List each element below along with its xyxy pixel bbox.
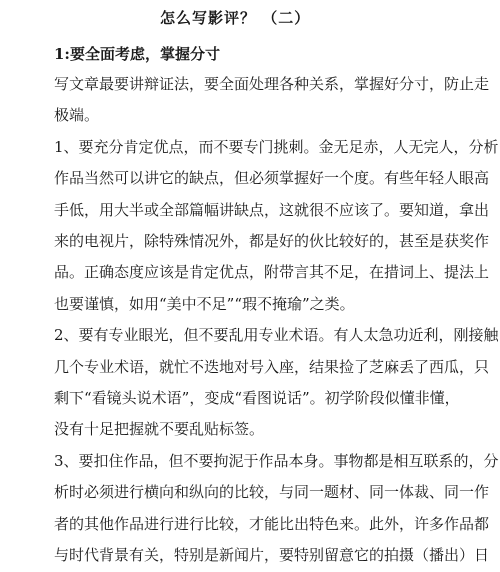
text-line: 写文章最要讲辩证法，要全面处理各种关系，掌握好分寸，防止走 — [54, 75, 490, 93]
text-line: 作品当然可以讲它的缺点，但必须掌握好一个度。有些年轻人眼高 — [54, 169, 490, 188]
text-line: 1、要充分肯定优点，而不要专门挑刺。金无足赤，人无完人，分析 — [54, 137, 499, 156]
document-body — [54, 69, 499, 572]
paragraph — [54, 320, 499, 446]
text-line: 几个专业术语，就忙不迭地对号入座，结果捡了芝麻丢了西瓜，只 — [54, 357, 490, 376]
text-line: 2、要有专业眼光，但不要乱用专业术语。有人太急功近利，刚接触 — [54, 326, 499, 345]
paragraph — [54, 446, 499, 572]
text-line: 没有十足把握就不要乱贴标签。 — [54, 420, 265, 439]
text-line: 手低，用大半或全部篇幅讲缺点，这就很不应该了。要知道，拿出 — [54, 200, 490, 219]
text-line: 剩下“看镜头说术语”，变成“看图说话”。初学阶段似懂非懂， — [54, 389, 460, 408]
text-line: 品。正确态度应该是肯定优点，附带言其不足，在措词上、提法上 — [54, 263, 490, 282]
paragraph — [54, 69, 490, 132]
text-line: 来的电视片，除特殊情况外，都是好的伙比较好的，甚至是获奖作 — [54, 232, 490, 251]
document-title: 怎么写影评？ （二） — [160, 9, 311, 27]
section-heading: 1:要全面考虑，掌握分寸 — [54, 45, 220, 63]
text-line: 也要谨慎，如用“美中不足”“瑕不掩瑜”之类。 — [54, 294, 355, 313]
text-line: 者的其他作品进行进行比较，才能比出特色来。此外，许多作品都 — [54, 514, 490, 533]
text-line: 极端。 — [54, 106, 100, 125]
text-line: 与时代背景有关，特别是新闻片，要特别留意它的拍摄（播出）日 — [54, 546, 490, 565]
text-line: 3、要扣住作品，但不要拘泥于作品本身。事物都是相互联系的，分 — [54, 451, 499, 470]
paragraph — [54, 132, 499, 320]
text-line: 析时必须进行横向和纵向的比较，与同一题材、同一体裁、同一作 — [54, 483, 490, 502]
